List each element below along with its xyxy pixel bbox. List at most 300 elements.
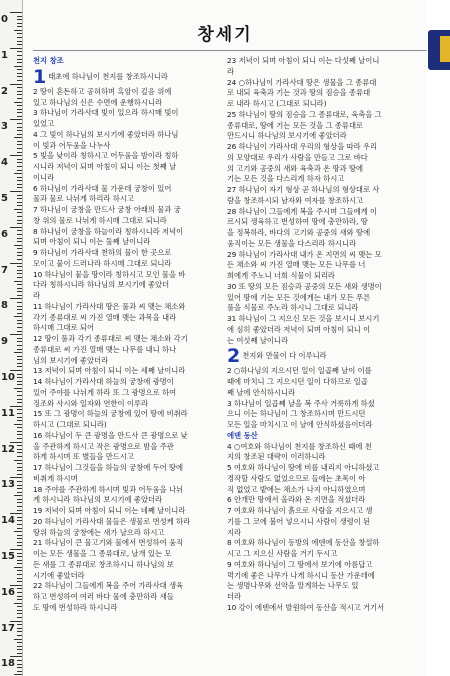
verse-text: 20 하나님이 가라사대 물들은 생물로 번성케 하라 — [33, 516, 191, 526]
ruler-tick — [17, 59, 22, 60]
verse-line — [227, 442, 419, 453]
verse-line — [33, 377, 225, 388]
verse-text: 있었고 — [33, 119, 55, 128]
verse-line — [227, 239, 419, 250]
verse-text: 는 생명나무와 선악을 알게하는 나무도 있 — [227, 581, 359, 591]
verse-text: 13 저녁이 되며 아침이 되니 이는 세째 날이니라 — [33, 366, 186, 376]
verse-text: 29 하나님이 가라사대 내가 온 지면의 씨 맺는 모 — [227, 249, 382, 259]
ruler-tick — [17, 556, 22, 557]
verse-line — [33, 141, 225, 152]
ruler-tick — [17, 635, 22, 636]
ruler-tick — [17, 259, 22, 260]
ruler-tick — [17, 248, 22, 249]
ruler-tick — [14, 567, 22, 568]
verse-line — [33, 431, 225, 442]
verse-line — [227, 314, 419, 325]
ruler-tick — [17, 667, 22, 668]
ruler-tick — [14, 424, 22, 425]
ruler-number: 7 — [1, 264, 8, 276]
verse-line — [33, 237, 225, 248]
ruler-number: 8 — [1, 300, 8, 312]
ruler-tick — [17, 345, 22, 346]
verse-text: 모이고 뭍이 드러나라 하시매 그대로 되니라 — [33, 258, 172, 268]
ruler-tick — [10, 263, 22, 264]
ruler-tick — [17, 198, 22, 199]
verse-text: 모든 일을 마치시고 이 날에 안식하셨음이더라 — [227, 420, 373, 429]
ruler-tick — [17, 395, 22, 396]
verse-line — [33, 334, 225, 345]
ruler-tick — [10, 656, 22, 657]
verse-line — [227, 260, 419, 271]
ruler-tick — [17, 327, 22, 328]
verse-line — [227, 603, 419, 614]
verse-text: 6 안개만 땅에서 올라와 온 지면을 적셨더라 — [227, 495, 366, 505]
verse-text: 시고 그 지으신 사람을 거기 두시고 — [227, 549, 338, 558]
verse-line — [33, 366, 225, 377]
verse-text: 째 날에 안식하시니라 — [227, 387, 296, 397]
verse-line — [33, 323, 225, 334]
verse-line — [227, 325, 419, 336]
verse-text: 25 하나님이 땅의 짐승을 그 종류대로, 육축을 그 — [227, 109, 382, 119]
ruler-tick — [17, 506, 22, 507]
ruler-tick — [10, 191, 22, 192]
ruler-tick — [17, 91, 22, 92]
ruler-tick — [14, 531, 22, 532]
verse-line — [33, 528, 225, 539]
ruler-tick — [10, 227, 22, 228]
ruler-tick — [17, 485, 22, 486]
verse-text: 이 빛과 어두움을 나누사 — [33, 140, 111, 150]
ruler-number: 13 — [1, 479, 15, 491]
verse-line — [227, 485, 419, 496]
ruler-tick — [17, 413, 22, 414]
ruler-tick — [17, 631, 22, 632]
ruler-tick — [17, 62, 22, 63]
ruler-tick — [17, 105, 22, 106]
ruler-tick — [17, 162, 22, 163]
verse-line — [227, 164, 419, 175]
verse-line — [33, 538, 225, 549]
ruler-tick — [17, 417, 22, 418]
verse-line — [227, 517, 419, 528]
ruler-tick — [17, 73, 22, 74]
ruler-tick — [10, 585, 22, 586]
verse-text: 에 심히 좋았더라 저녁이 되며 아침이 되니 이 — [227, 324, 371, 334]
verse-text: 르시되 생육하고 번성하여 땅에 충만하라, 땅 — [227, 217, 368, 227]
verse-text: 하게 하시며 또 별들을 만드시고 — [33, 452, 134, 462]
page-title: 창세기 — [197, 25, 253, 45]
verse-line — [227, 346, 419, 366]
ruler-tick — [17, 331, 22, 332]
verse-line — [33, 313, 225, 324]
ruler-tick — [17, 664, 22, 665]
ruler-tick — [17, 323, 22, 324]
ruler-tick — [17, 359, 22, 360]
verse-line — [227, 420, 419, 431]
verse-text: 5 여호와 하나님이 땅에 비를 내리지 아니하셨고 — [227, 463, 380, 472]
ruler-tick — [17, 180, 22, 181]
verse-text: 18 주야를 주관하게 하시며 빛과 어두움을 나뉘 — [33, 484, 184, 494]
verse-line — [33, 162, 225, 173]
verse-line — [33, 571, 225, 582]
verse-line — [33, 119, 225, 130]
ruler-tick — [17, 570, 22, 571]
ruler-tick — [17, 116, 22, 117]
verse-text: 물과 물로 나뉘게 하리라 하시고 — [33, 194, 134, 204]
verse-line — [33, 517, 225, 528]
verse-text: 19 저녁이 되며 아침이 되니 이는 네째 날이니라 — [33, 506, 186, 515]
ruler-tick — [10, 12, 22, 13]
verse-line — [227, 131, 419, 142]
ruler-tick — [17, 127, 22, 128]
verse-line — [33, 485, 225, 496]
verse-text: 땅위 하늘의 궁창에는 새가 날으라 하시고 — [33, 527, 165, 537]
verse-text: 의 고기와 공중의 새와 육축과 온 땅과 땅에 — [227, 163, 364, 173]
ruler-tick — [14, 603, 22, 604]
verse-line — [227, 282, 419, 293]
verse-text: 로 내라 하시고 (그대로 되니라) — [227, 99, 327, 108]
verse-text: 창 위의 물로 나뉘게 하시매 그대로 되니라 — [33, 215, 167, 225]
ruler-number: 5 — [1, 193, 8, 204]
ruler-tick — [17, 467, 22, 468]
ruler-tick — [17, 216, 22, 217]
ruler-tick — [10, 119, 22, 120]
ruler-tick — [17, 588, 22, 589]
ruler-tick — [17, 205, 22, 206]
verse-text: 징조와 사시와 일자와 연한이 이루라 — [33, 398, 149, 408]
ruler-tick — [17, 578, 22, 579]
ruler-tick — [14, 388, 22, 389]
verse-text: 2 땅이 혼돈하고 공허하며 흑암이 깊음 위에 — [33, 86, 172, 96]
verse-line — [227, 110, 419, 121]
verse-line — [33, 280, 225, 291]
ruler-tick — [17, 488, 22, 489]
verse-line — [227, 571, 419, 582]
ruler-tick — [17, 535, 22, 536]
ruler-tick — [17, 33, 22, 34]
ruler-tick — [17, 606, 22, 607]
verse-line — [33, 495, 225, 506]
verse-line — [33, 291, 225, 302]
ruler-tick — [17, 610, 22, 611]
verse-line — [227, 207, 419, 218]
verse-line — [33, 184, 225, 195]
verse-line — [33, 506, 225, 517]
verse-text: 더라 — [227, 592, 242, 601]
verse-text: 각기 종류대로 씨 가진 열매 맺는 과목을 내라 — [33, 312, 177, 322]
ruler-tick — [17, 399, 22, 400]
ruler-tick — [17, 220, 22, 221]
verse-text: 경작할 사람도 없었으므로 들에는 초목이 아 — [227, 473, 366, 483]
verse-line — [33, 474, 225, 485]
ruler-tick — [17, 449, 22, 450]
verse-text: 든 채소와 씨 가진 열매 맺는 모든 나무를 너 — [227, 260, 366, 270]
verse-text: 하시매 그대로 되어 — [33, 323, 95, 333]
ruler-tick — [17, 646, 22, 647]
ruler-number: 12 — [1, 443, 15, 455]
ruler-tick — [17, 596, 22, 597]
verse-text: 지라 — [227, 527, 242, 537]
verse-text: 비취게 하시며 — [33, 473, 78, 483]
ruler-tick — [17, 41, 22, 42]
ruler-number: 11 — [1, 407, 15, 419]
verse-line — [33, 409, 225, 420]
ruler-tick — [17, 481, 22, 482]
verse-text: 11 하나님이 가라사대 땅은 풀과 씨 맺는 채소와 — [33, 301, 186, 311]
ruler-number: 10 — [1, 372, 15, 383]
ruler-tick — [17, 112, 22, 113]
verse-line — [33, 592, 225, 603]
ruler-tick — [17, 377, 22, 378]
verse-text: 움직이는 모든 생물을 다스리라 하시니라 — [227, 238, 357, 248]
ruler-tick — [17, 538, 22, 539]
ruler-tick — [17, 51, 22, 52]
ruler-tick — [17, 581, 22, 582]
ruler-tick — [10, 48, 22, 49]
verse-text: 희에게 주노니 너희 식물이 되리라 — [227, 271, 335, 280]
verse-line — [33, 108, 225, 119]
verse-text: 23 저녁이 되며 아침이 되니 이는 다섯째 날이니 — [227, 56, 380, 65]
verse-text: 하고 번성하여 여러 바다 물에 충만하라 새들 — [33, 592, 174, 601]
verse-text: 을 정복하라, 바다의 고기와 공중의 새와 땅에 — [227, 228, 371, 237]
verse-text: 9 여호와 하나님이 그 땅에서 보기에 아름답고 — [227, 559, 373, 569]
verse-line — [33, 151, 225, 162]
ruler-tick — [17, 252, 22, 253]
ruler-tick — [17, 270, 22, 271]
verse-text: 28 하나님이 그들에게 복을 주시며 그들에게 이 — [227, 206, 378, 216]
verse-line — [33, 302, 225, 313]
ruler-tick — [17, 141, 22, 142]
ruler-tick — [17, 69, 22, 70]
ruler-tick — [14, 173, 22, 174]
verse-text: 종류대로 씨 가진 열매 맺는 나무를 내니 하나 — [33, 344, 177, 354]
ruler-tick — [17, 520, 22, 521]
verse-line — [227, 399, 419, 410]
ruler-tick — [17, 44, 22, 45]
verse-text: 16 하나님이 두 큰 광명을 만드사 큰 광명으로 낮 — [33, 430, 188, 440]
ruler-tick — [17, 363, 22, 364]
verse-line — [227, 250, 419, 261]
verse-line — [33, 345, 225, 356]
ruler-tick — [17, 273, 22, 274]
verse-text: 으니 이는 하나님이 그 창조하시며 만드시던 — [227, 409, 366, 419]
ruler-tick — [17, 170, 22, 171]
ruler-tick — [10, 406, 22, 407]
ruler-tick — [17, 624, 22, 625]
verse-text: 27 하나님이 자기 형상 곧 하나님의 형상대로 사 — [227, 185, 380, 194]
ruler-number: 16 — [1, 586, 15, 598]
verse-line — [227, 217, 419, 228]
ruler-tick — [17, 517, 22, 518]
ruler-tick — [17, 320, 22, 321]
verse-line — [227, 592, 419, 603]
verse-text: 먹기에 좋은 나무가 나게 하시니 동산 가운데에 — [227, 570, 375, 580]
ruler-tick — [17, 302, 22, 303]
verse-line — [33, 98, 225, 109]
verse-text: 천지와 만물이 다 이루니라 — [242, 351, 327, 361]
ruler-tick — [17, 402, 22, 403]
verse-text: 다라 칭하시니라 하나님의 보시기에 좋았더 — [33, 280, 170, 290]
verse-line — [33, 205, 225, 216]
verse-text: 3 하나님이 일곱째 날을 복 주사 거룩하게 하셨 — [227, 398, 375, 408]
ruler-tick — [17, 381, 22, 382]
verse-line — [227, 88, 419, 99]
verse-line — [227, 228, 419, 239]
verse-line — [33, 130, 225, 141]
verse-text: 풀을 식물로 주노라 하시니 그대로 되니라 — [227, 303, 359, 313]
verse-text: 17 하나님이 그것들을 하늘의 궁창에 두어 땅에 — [33, 463, 184, 472]
ruler-tick — [17, 427, 22, 428]
verse-text: 지의 창조된 대략이 이러하니라 — [227, 452, 326, 462]
verse-text: 직 없었고 밭에는 채소가 나지 아니하였으며 — [227, 484, 366, 494]
ruler-tick — [17, 109, 22, 110]
ruler-tick — [14, 460, 22, 461]
verse-line — [227, 495, 419, 506]
verse-line — [33, 216, 225, 227]
bible-page — [23, 0, 427, 676]
ruler-tick — [14, 281, 22, 282]
ruler-tick — [17, 456, 22, 457]
ruler-tick — [17, 202, 22, 203]
ruler-tick — [17, 502, 22, 503]
ruler-tick — [17, 649, 22, 650]
verse-text: 5 빛을 낮이라 칭하시고 어두움을 밤이라 칭하 — [33, 151, 179, 161]
verse-text: 을 주관하게 하시고 작은 광명으로 밤을 주관 — [33, 441, 174, 451]
verse-text: 하시고 (그대로 되니라) — [33, 420, 107, 429]
ruler-tick — [17, 560, 22, 561]
verse-line — [33, 603, 225, 614]
ruler-tick — [17, 144, 22, 145]
ruler-tick — [17, 349, 22, 350]
ruler-tick — [17, 671, 22, 672]
ruler-tick — [17, 148, 22, 149]
ruler-tick — [17, 542, 22, 543]
chapter-number: 2 — [227, 346, 241, 367]
verse-line — [227, 185, 419, 196]
ruler-number: 14 — [1, 515, 15, 527]
verse-line — [33, 356, 225, 367]
ruler-tick — [17, 366, 22, 367]
ruler-tick — [17, 212, 22, 213]
verse-text: 이니라 — [33, 172, 55, 182]
verse-line — [227, 121, 419, 132]
verse-text: 8 여호와 하나님이 동방의 에덴에 동산을 창설하 — [227, 538, 380, 548]
ruler-tick — [10, 298, 22, 299]
verse-text: 26 하나님이 가라사대 우리의 형상을 따라 우리 — [227, 142, 378, 151]
ruler-number: 9 — [1, 336, 8, 348]
ruler-tick — [17, 306, 22, 307]
ruler-tick — [17, 524, 22, 525]
verse-line — [227, 293, 419, 304]
ruler-tick — [17, 55, 22, 56]
verse-text: 30 또 땅의 모든 짐승과 공중의 모든 새와 생명이 — [227, 281, 382, 291]
verse-text: 2 ○하나님의 지으시던 일이 일곱째 날이 이를 — [227, 366, 372, 376]
verse-text: 7 여호와 하나님이 흙으로 사람을 지으시고 생 — [227, 506, 373, 515]
verse-line — [227, 153, 419, 164]
verse-line — [227, 581, 419, 592]
verse-text: 때에 마치니 그 지으시던 일이 다하므로 일곱 — [227, 377, 368, 386]
ruler-number: 18 — [1, 658, 15, 670]
ruler-tick — [14, 209, 22, 210]
verse-line — [33, 194, 225, 205]
verse-line — [227, 78, 419, 89]
right-column — [227, 56, 419, 614]
ruler-tick — [10, 370, 22, 371]
verse-line — [227, 452, 419, 463]
verse-text: 있어 주야를 나뉘게 하라 또 그 광명으로 하여 — [33, 387, 177, 397]
verse-text: 람을 창조하시되 남자와 여자를 창조하시고 — [227, 195, 364, 205]
ruler-tick — [17, 338, 22, 339]
verse-text: 는 여섯째 날이니라 — [227, 335, 289, 345]
ruler-tick — [17, 255, 22, 256]
ruler-tick — [17, 431, 22, 432]
ruler-tick — [14, 245, 22, 246]
section-heading — [227, 431, 419, 442]
ruler-tick — [10, 513, 22, 514]
ruler-tick — [17, 599, 22, 600]
ruler-tick — [17, 452, 22, 453]
ruler-tick — [10, 155, 22, 156]
ruler-number: 3 — [1, 121, 8, 133]
ruler-tick — [17, 277, 22, 278]
ruler-tick — [17, 492, 22, 493]
verse-text: 12 땅이 풀과 각기 종류대로 씨 맺는 채소와 각기 — [33, 334, 188, 343]
ruler-number: 4 — [1, 157, 8, 169]
ruler-tick — [17, 223, 22, 224]
ruler-tick — [17, 130, 22, 131]
ruler-tick — [10, 621, 22, 622]
verse-line — [227, 174, 419, 185]
ruler-tick — [17, 187, 22, 188]
verse-line — [33, 549, 225, 560]
verse-text: 의 모양대로 우리가 사람을 만들고 그로 바다 — [227, 152, 368, 162]
verse-text: 9 하나님이 가라사대 천하의 물이 한 곳으로 — [33, 248, 172, 257]
verse-text: 31 하나님이 그 지으신 모든 것을 보시니 보시기 — [227, 314, 380, 323]
verse-text: 10 하나님이 뭍을 땅이라 칭하시고 모인 물을 바 — [33, 269, 186, 279]
ruler-tick — [17, 238, 22, 239]
ruler-tick — [17, 499, 22, 500]
verse-line — [227, 409, 419, 420]
ruler-tick — [17, 434, 22, 435]
verse-line — [227, 463, 419, 474]
verse-line — [33, 270, 225, 281]
ruler-tick — [17, 87, 22, 88]
ruler-tick — [17, 23, 22, 24]
ruler-tick — [17, 16, 22, 17]
ruler-number: 17 — [1, 622, 15, 634]
verse-text: 시니라 저녁이 되며 아침이 되니 이는 첫째 날 — [33, 162, 177, 171]
thumb-index-mark — [440, 36, 450, 62]
verse-text: 도 땅에 번성하라 하시니라 — [33, 602, 118, 612]
verse-line — [33, 259, 225, 270]
verse-text: 기를 그 코에 불어 넣으시니 사람이 생령이 된 — [227, 516, 371, 526]
ruler-tick — [17, 438, 22, 439]
verse-text: 7 하나님이 궁창을 만드사 궁창 아래의 물과 궁 — [33, 205, 181, 214]
verse-line — [227, 142, 419, 153]
left-column — [33, 56, 225, 614]
ruler-tick — [17, 184, 22, 185]
ruler-tick — [17, 98, 22, 99]
verse-text: 천지 창조 — [33, 56, 64, 65]
ruler-tick — [10, 334, 22, 335]
verse-line — [227, 560, 419, 571]
ruler-tick — [17, 628, 22, 629]
ruler-tick — [17, 341, 22, 342]
ruler-tick — [10, 477, 22, 478]
ruler-tick — [17, 384, 22, 385]
ruler-tick — [17, 291, 22, 292]
verse-line — [227, 549, 419, 560]
